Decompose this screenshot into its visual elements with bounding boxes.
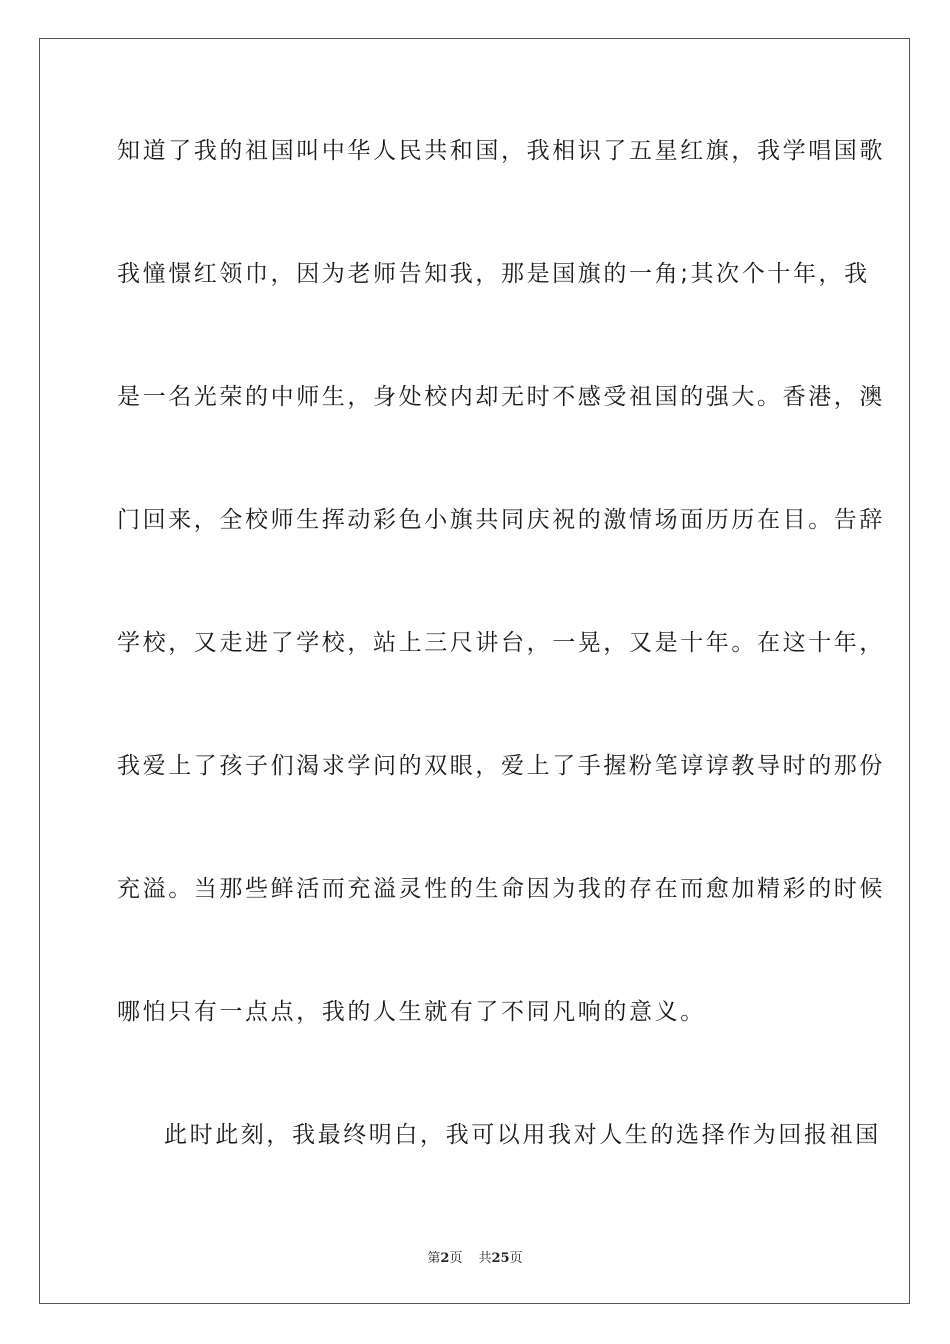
total-suffix: 页	[509, 1251, 523, 1266]
page-prefix: 第	[427, 1251, 441, 1266]
body-line-4: 门回来，全校师生挥动彩色小旗共同庆祝的激情场面历历在目。告辞	[117, 507, 885, 533]
body-line-6: 我爱上了孩子们渴求学问的双眼，爱上了手握粉笔谆谆教导时的那份	[117, 753, 885, 779]
body-line-8: 哪怕只有一点点，我的人生就有了不同凡响的意义。	[117, 999, 706, 1025]
body-line-1: 知道了我的祖国叫中华人民共和国，我相识了五星红旗，我学唱国歌	[117, 138, 885, 164]
body-line-5: 学校，又走进了学校，站上三尺讲台，一晃，又是十年。在这十年，	[117, 630, 885, 656]
current-page-number: 2	[440, 1251, 450, 1266]
page-footer	[0, 1247, 950, 1266]
body-line-7: 充溢。当那些鲜活而充溢灵性的生命因为我的存在而愈加精彩的时候	[117, 876, 885, 902]
body-line-3: 是一名光荣的中师生，身处校内却无时不感受祖国的强大。香港，澳	[117, 384, 885, 410]
total-prefix: 共	[478, 1251, 492, 1266]
paragraph-2-line-1: 此时此刻，我最终明白，我可以用我对人生的选择作为回报祖国	[164, 1122, 881, 1148]
body-line-2: 我憧憬红领巾，因为老师告知我，那是国旗的一角;其次个十年，我	[117, 261, 870, 287]
page-suffix: 页	[449, 1251, 463, 1266]
page-border	[39, 38, 910, 1304]
total-pages-number: 25	[491, 1251, 510, 1266]
